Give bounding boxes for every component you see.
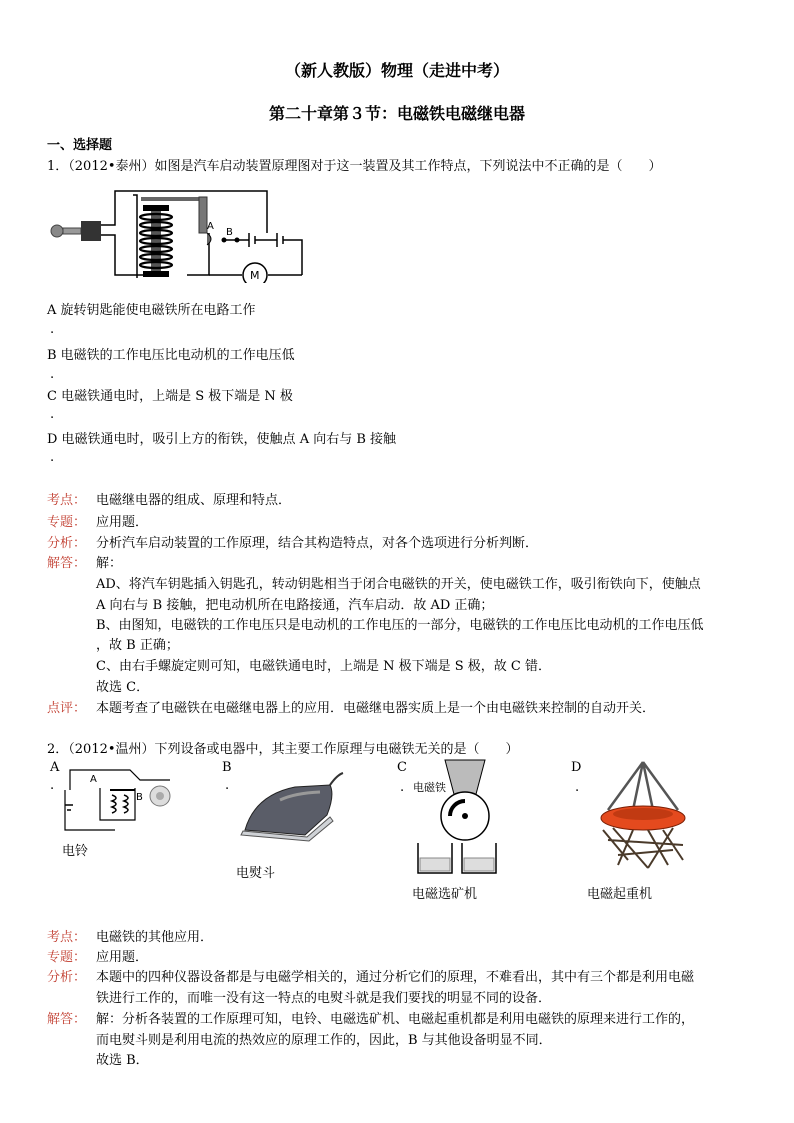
chain-icon [608,762,678,810]
q1-dianping: 本题考查了电磁铁在电磁继电器上的应用．电磁继电器实质上是一个由电磁铁来控制的自动开关． [96,701,656,716]
q2-option-a-caption: 电铃 [62,844,89,859]
q1-zhuanti-label: 专题： [47,515,87,530]
electric-bell-diagram [60,760,180,835]
option-dot: . [50,367,55,382]
q1-option-a[interactable]: A 旋转钥匙能使电磁铁所在电路工作 [47,303,256,318]
option-dot: . [50,778,55,793]
q1-jieda-line: C、由右手螺旋定则可知，电磁铁通电时，上端是 N 极下端是 S 极，故 C 错． [96,659,551,674]
option-dot: . [225,778,230,793]
option-dot: . [400,780,405,795]
option-dot: . [50,407,55,422]
q2-kaodian-label: 考点： [47,930,87,945]
q1-fenxi: 分析汽车启动装置的工作原理，结合其构造特点，对各个选项进行分析判断． [96,536,539,551]
q1-jieda-line: A 向右与 B 接触，把电动机所在电路接通，汽车启动．故 AD 正确； [96,598,494,613]
bell-b-label: B [136,792,143,803]
electromagnetic-crane-image [588,760,698,875]
q1-kaodian: 电磁继电器的组成、原理和特点． [96,493,292,508]
q1-dianping-label: 点评： [47,701,87,716]
q2-jieda-label: 解答： [47,1012,87,1027]
section-heading: 一、选择题 [47,138,113,153]
q2-jieda-line: 而电熨斗则是利用电流的热效应的原理工作的，因此，B 与其他设备明显不同． [96,1033,552,1048]
q2-option-d-caption: 电磁起重机 [587,887,653,902]
q2-jieda-line: 故选 B． [96,1053,149,1068]
question-2-stem: 2．（2012•温州）下列设备或电器中，其主要工作原理与电磁铁无关的是（ ） [47,742,519,757]
q1-jieda-line: 故选 C． [96,680,150,695]
motor-label: M [250,269,260,282]
q1-option-c[interactable]: C 电磁铁通电时，上端是 S 极下端是 N 极 [47,389,293,404]
q2-fenxi-line: 本题中的四种仪器设备都是与电磁学相关的，通过分析它们的原理，不难看出，其中有三个都是利用电磁 [96,970,695,985]
bell-a-label: A [90,774,97,785]
q2-zhuanti-label: 专题： [47,950,87,965]
option-dot: . [575,780,580,795]
q1-jieda-label: 解答： [47,556,87,571]
q2-option-d-letter[interactable]: D [571,760,582,775]
magnetic-ore-separator-diagram [410,758,505,878]
q2-option-c-caption: 电磁选矿机 [412,887,478,902]
q2-option-c-letter[interactable]: C [397,760,407,775]
contact-b-label: B [226,227,233,238]
ignition-switch [81,221,101,241]
armature [141,197,203,201]
q2-option-b-caption: 电熨斗 [236,866,276,881]
q1-jieda-line: ，故 B 正确； [96,638,179,653]
q1-kaodian-label: 考点： [47,493,87,508]
q2-kaodian: 电磁铁的其他应用． [96,930,214,945]
q2-option-a-letter[interactable]: A [50,760,60,775]
option-dot: . [50,450,55,465]
q2-option-c-inner-label: 电磁铁 [413,781,446,794]
q1-jieda-line: 解： [96,556,123,571]
option-dot: . [50,322,55,337]
q1-jieda-line: B、由图知，电磁铁的工作电压只是电动机的工作电压的一部分，电磁铁的工作电压比电动机的工作电压低 [96,618,704,633]
q1-fenxi-label: 分析： [47,536,87,551]
q2-jieda-line: 解：分析各装置的工作原理可知，电铃、电磁选矿机、电磁起重机都是利用电磁铁的原理来进行工作的， [96,1012,695,1027]
electric-iron-image [235,765,345,845]
q1-option-d[interactable]: D 电磁铁通电时，吸引上方的衔铁，使触点 A 向右与 B 接触 [47,432,397,447]
q2-option-b-letter[interactable]: B [222,760,232,775]
car-starter-circuit-diagram [47,183,322,283]
q2-fenxi-line: 铁进行工作的，而唯一没有这一特点的电熨斗就是我们要找的明显不同的设备． [96,991,552,1006]
chapter-title: 第二十章第３节：电磁铁电磁继电器 [268,104,525,123]
q2-fenxi-label: 分析： [47,970,87,985]
question-1-stem: 1．（2012•泰州）如图是汽车启动装置原理图对于这一装置及其工作特点，下列说法中不正确的是（ ） [47,159,662,174]
contact-a-label: A [207,221,214,232]
q1-option-b[interactable]: B 电磁铁的工作电压比电动机的工作电压低 [47,348,295,363]
q1-zhuanti: 应用题． [96,515,149,530]
key-icon [51,225,63,237]
q1-jieda-line: AD、将汽车钥匙插入钥匙孔，转动钥匙相当于闭合电磁铁的开关，使电磁铁工作，吸引衔铁向下，使触点 [96,577,701,592]
doc-title: （新人教版）物理（走进中考） [284,61,509,80]
q2-zhuanti: 应用题． [96,950,149,965]
